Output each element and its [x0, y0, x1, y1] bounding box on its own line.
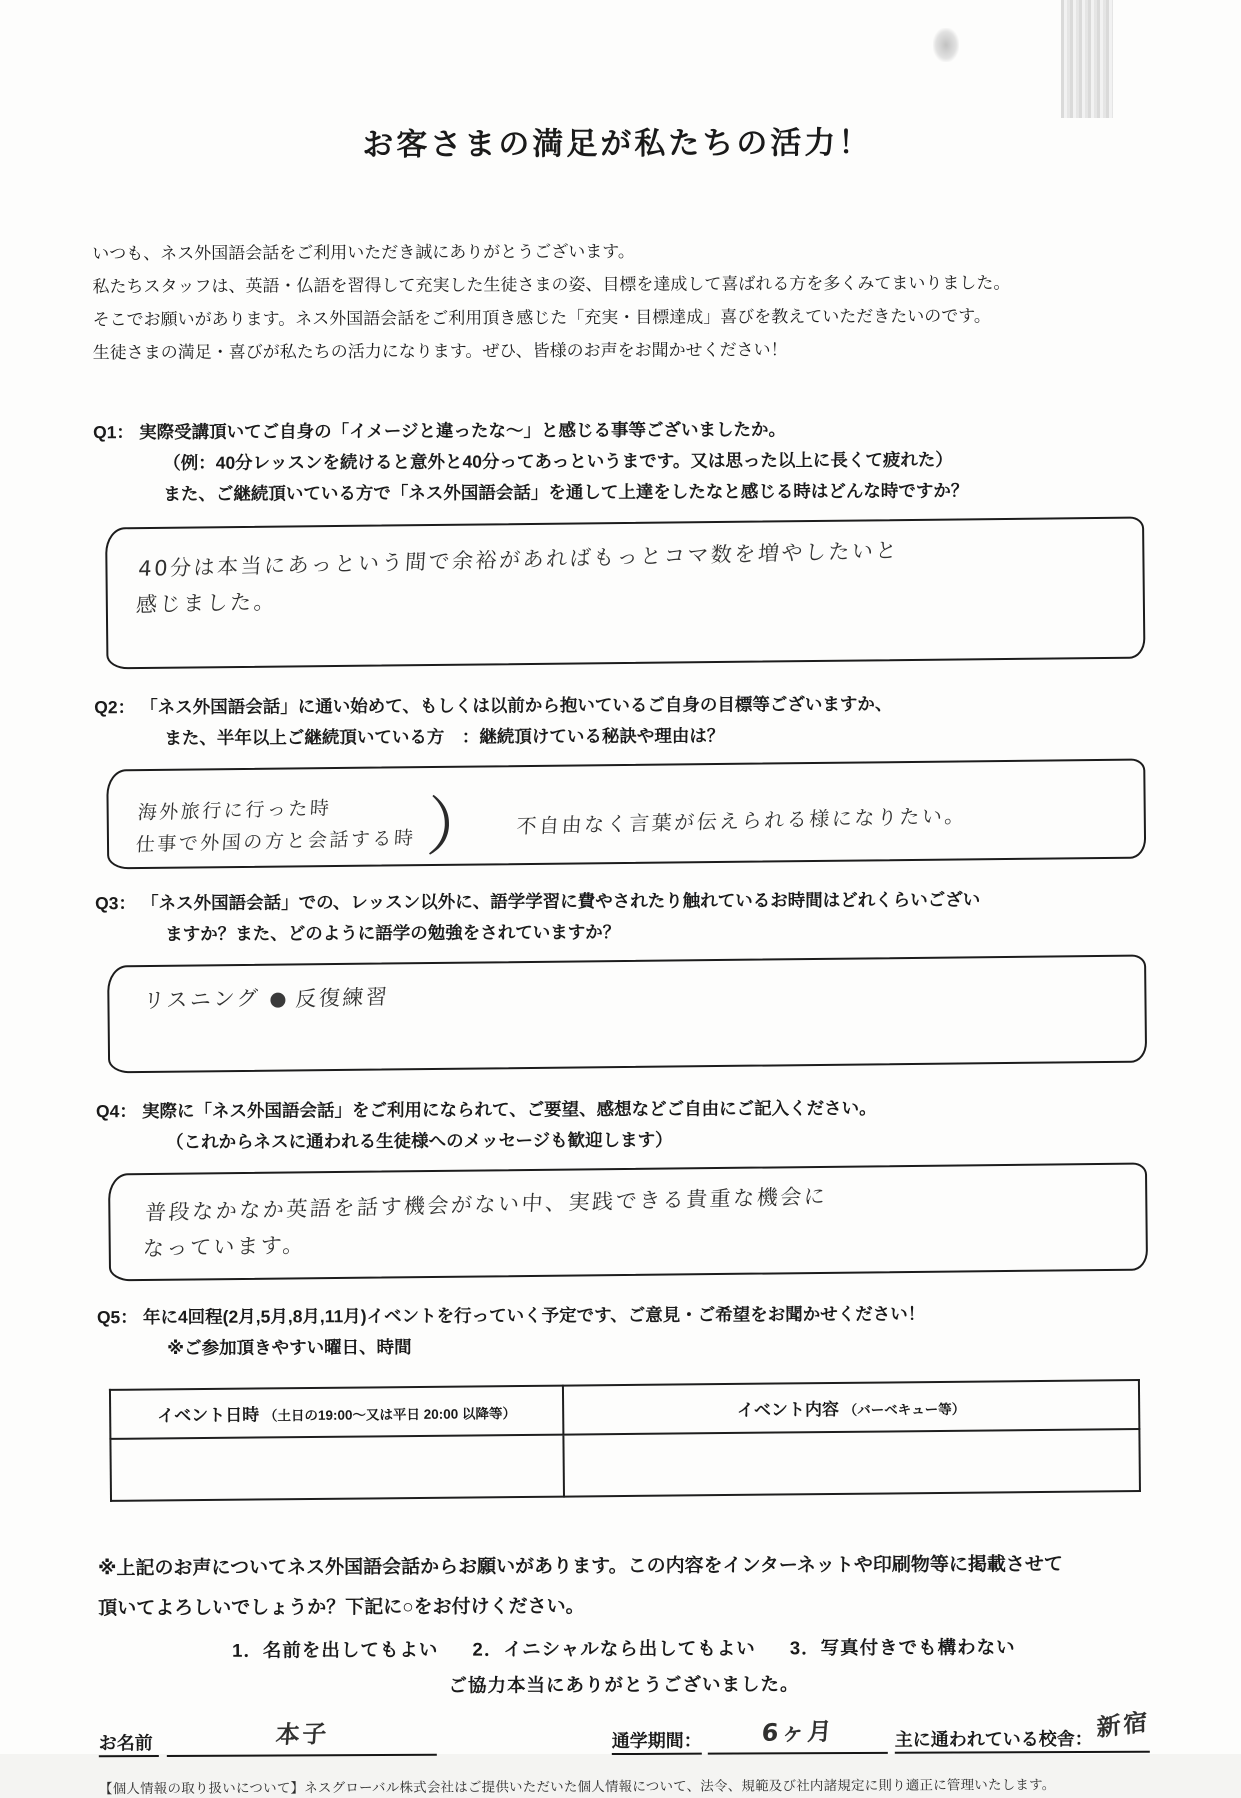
respondent-fields [98, 1707, 1151, 1757]
event-table [109, 1379, 1141, 1502]
permission-option-1: 1．名前を出してもよい [232, 1638, 439, 1661]
name-field-label: お名前 [99, 1730, 159, 1758]
privacy-notice: 【個人情報の取り扱いについて】ネスグローバル株式会社はご提供いただいた個人情報について、法令、規範及び社内諸規定に則り適正に管理いたします。 [98, 1777, 1056, 1797]
event-content-title: イベント内容 [736, 1399, 840, 1420]
intro-line: 生徒さまの満足・喜びが私たちの活力になります。ぜひ、皆様のお声をお聞かせください！ [92, 340, 788, 363]
q1-text-2: また、ご継続頂いている方で「ネス外国語会話」を通して上達をしたなと感じる時はどんな時ですか？ [163, 480, 969, 504]
question-3 [95, 884, 1146, 951]
school-handwritten: 新宿 [1096, 1707, 1151, 1742]
school-field [894, 1707, 1151, 1754]
q3-handwritten-answer: リスニング [142, 985, 261, 1013]
permission-options [98, 1632, 1149, 1663]
q4-handwritten-answer: なっています。 [142, 1232, 307, 1261]
q2-answer-box [106, 759, 1146, 870]
q3-number: Q3： [95, 893, 137, 914]
q2-number: Q2： [94, 697, 136, 718]
name-handwritten: 本子 [274, 1719, 330, 1749]
q1-text: 実際受講頂いてご自身の「イメージと違ったな～」と感じる事等ございましたか。 [139, 419, 787, 443]
period-handwritten: 6ヶ月 [760, 1717, 835, 1747]
q3-answer-box [107, 955, 1147, 1074]
q2-text-2: また、半年以上ご継続頂いている方 ：継続頂けている秘訣や理由は？ [164, 725, 725, 748]
q3-text-2: ますか？また、どのように語学の勉強をされていますか？ [165, 922, 621, 944]
q1-example: （例：40分レッスンを続けると意外と40分ってあっというまです。又は思った以上に長くて疲れた） [163, 449, 953, 473]
thanks-message: ご協力本当にありがとうございました。 [448, 1672, 800, 1696]
intro-line: いつも、ネス外国語会話をご利用いただき誠にありがとうございます。 [92, 241, 635, 264]
intro-line: そこでお願いがあります。ネス外国語会話をご利用頂き感じた「充実・目標達成」喜びを教えていただきたいのです。 [92, 306, 991, 330]
event-datetime-cell [110, 1434, 563, 1500]
q4-text-2: （これからネスに通われる生徒様へのメッセージも歓迎します） [166, 1129, 673, 1152]
question-5 [97, 1297, 1148, 1364]
q5-text: 年に4回程(2月,5月,8月,11月)イベントを行っていく予定です、ご意見・ご希望をお聞かせください！ [142, 1303, 926, 1327]
page-title: お客さまの満足が私たちの活力！ [362, 124, 873, 163]
q4-text: 実際に「ネス外国語会話」をご利用になられて、ご要望、感想などご自由にご記入ください。 [141, 1097, 877, 1121]
handwritten-brace: ） [423, 790, 493, 867]
intro-paragraph [92, 233, 1144, 370]
q4-handwritten-answer: 普段なかなか英語を話す機会がない中、実践できる貴重な機会に [144, 1183, 829, 1225]
event-datetime-subtitle: （土日の19:00～又は平日 20:00 以降等） [263, 1405, 517, 1424]
q1-answer-box [105, 517, 1145, 670]
permission-option-3: 3．写真付きでも構わない [789, 1635, 1016, 1658]
q1-handwritten-answer: 40分は本当にあっという間で余裕があればもっとコマ数を増やしたいと [137, 538, 900, 581]
intro-line: 私たちスタッフは、英語・仏語を習得して充実した生徒さまの姿、目標を達成して喜ばれる方を多くみてまいりました。 [92, 273, 1011, 297]
event-content-cell [563, 1429, 1140, 1497]
event-datetime-title: イベント日時 [157, 1405, 260, 1426]
permission-option-2: 2．イニシャルなら出してもよい [472, 1637, 756, 1660]
period-field-label: 通学期間： [612, 1727, 702, 1755]
q2-text: 「ネス外国語会話」に通い始めて、もしくは以前から抱いているご自身の目標等ございますか、 [140, 693, 893, 718]
scribble-dot-icon [270, 993, 285, 1008]
event-table-input-row [110, 1429, 1140, 1501]
permission-request [98, 1544, 1149, 1629]
q3-handwritten-answer-2: 反復練習 [294, 984, 390, 1012]
event-content-header [563, 1380, 1140, 1435]
question-4 [96, 1091, 1147, 1158]
q1-number: Q1： [93, 422, 134, 443]
question-1 [93, 413, 1144, 511]
q5-note: ※ご参加頂きやすい曜日、時間 [167, 1336, 412, 1358]
q4-answer-box [108, 1162, 1148, 1281]
q2-handwritten-answer: 海外旅行に行った時 [137, 797, 333, 824]
question-2 [94, 688, 1145, 755]
q2-handwritten-answer: 仕事で外国の方と会話する時 [134, 827, 417, 857]
q4-number: Q4： [95, 1100, 137, 1121]
q2-handwritten-answer-right: 不自由なく言葉が伝えられる様になりたい。 [515, 803, 968, 839]
name-field-value [167, 1713, 437, 1757]
school-field-label: 主に通われている校舎： [894, 1729, 1093, 1751]
q5-number: Q5： [96, 1306, 138, 1327]
q3-text: 「ネス外国語会話」での、レッスン以外に、語学学習に費やされたり触れているお時間はどれくらいござい [141, 889, 981, 914]
permission-line: 頂いてよろしいでしょうか？下記に○をお付けください。 [98, 1595, 585, 1619]
event-content-subtitle: （バーベキュー等） [843, 1401, 966, 1418]
period-field-value [708, 1712, 888, 1756]
permission-line: ※上記のお声についてネス外国語会話からお願いがあります。この内容をインターネットや印刷物等に掲載させて [97, 1553, 1063, 1579]
q1-handwritten-answer: 感じました。 [135, 589, 278, 617]
event-datetime-header [110, 1385, 563, 1438]
